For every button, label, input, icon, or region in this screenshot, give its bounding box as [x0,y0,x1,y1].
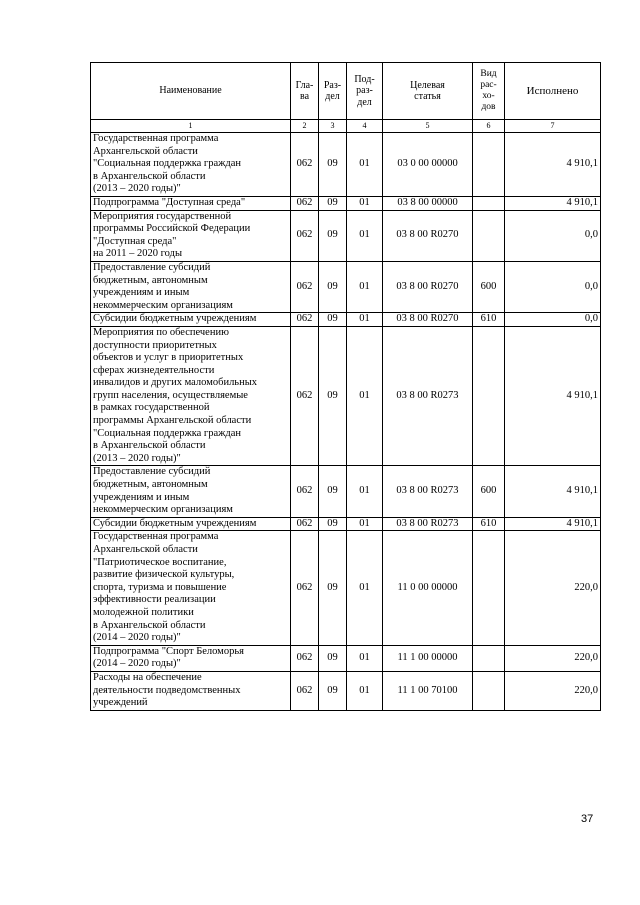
row-target: 03 8 00 R0270 [383,210,473,261]
row-name: Расходы на обеспечение деятельности подведомственных учреждений [91,671,291,710]
row-section: 09 [319,313,347,327]
table-row [91,645,601,671]
table-row [91,261,601,312]
header-subsection: Под- раз- дел [347,63,383,120]
row-subsection: 01 [347,313,383,327]
row-target: 03 8 00 R0273 [383,326,473,466]
row-subsection: 01 [347,196,383,210]
row-section: 09 [319,133,347,197]
row-executed: 4 910,1 [505,517,601,531]
row-chapter: 062 [291,210,319,261]
row-executed: 4 910,1 [505,466,601,517]
row-subsection: 01 [347,517,383,531]
column-number: 4 [347,120,383,133]
row-target: 03 8 00 R0273 [383,517,473,531]
row-executed: 4 910,1 [505,196,601,210]
row-expense-type [473,531,505,645]
row-target: 03 8 00 00000 [383,196,473,210]
row-chapter: 062 [291,645,319,671]
row-executed: 0,0 [505,261,601,312]
row-subsection: 01 [347,466,383,517]
row-target: 11 0 00 00000 [383,531,473,645]
row-chapter: 062 [291,531,319,645]
header-expense-type: Вид рас- хо- дов [473,63,505,120]
column-number: 3 [319,120,347,133]
header-chapter: Гла- ва [291,63,319,120]
table-header-row [91,63,601,120]
row-name: Предоставление субсидий бюджетным, автономным учреждениям и иным некоммерческим организациям [91,261,291,312]
column-number: 1 [91,120,291,133]
row-chapter: 062 [291,326,319,466]
row-executed: 220,0 [505,531,601,645]
row-name: Подпрограмма "Спорт Беломорья (2014 – 2020 годы)" [91,645,291,671]
row-name: Мероприятия государственной программы Российской Федерации "Доступная среда" на 2011 – 2020 годы [91,210,291,261]
table-body [91,133,601,711]
table-row [91,313,601,327]
row-section: 09 [319,261,347,312]
row-name: Подпрограмма "Доступная среда" [91,196,291,210]
row-subsection: 01 [347,671,383,710]
row-expense-type: 610 [473,313,505,327]
row-executed: 4 910,1 [505,133,601,197]
column-number: 2 [291,120,319,133]
table-row [91,210,601,261]
row-section: 09 [319,210,347,261]
row-chapter: 062 [291,261,319,312]
row-name: Субсидии бюджетным учреждениям [91,313,291,327]
row-name: Государственная программа Архангельской области "Патриотическое воспитание, развитие физической культуры, спорта, туризма и повышение эффективности реализации молодежной политики в Архангельской области (2014 – 2020 годы)" [91,531,291,645]
header-target: Целевая статья [383,63,473,120]
row-subsection: 01 [347,210,383,261]
row-executed: 0,0 [505,313,601,327]
row-executed: 220,0 [505,645,601,671]
row-chapter: 062 [291,517,319,531]
row-expense-type [473,133,505,197]
budget-table [90,62,601,711]
row-chapter: 062 [291,466,319,517]
row-subsection: 01 [347,645,383,671]
column-number: 6 [473,120,505,133]
row-subsection: 01 [347,133,383,197]
row-expense-type [473,645,505,671]
row-expense-type [473,671,505,710]
row-target: 03 8 00 R0273 [383,466,473,517]
row-name: Государственная программа Архангельской области "Социальная поддержка граждан в Архангельской области (2013 – 2020 годы)" [91,133,291,197]
row-expense-type [473,210,505,261]
row-target: 03 8 00 R0270 [383,261,473,312]
row-expense-type: 600 [473,466,505,517]
row-section: 09 [319,645,347,671]
row-chapter: 062 [291,196,319,210]
row-expense-type [473,196,505,210]
column-number-row [91,120,601,133]
row-section: 09 [319,517,347,531]
row-expense-type [473,326,505,466]
row-subsection: 01 [347,531,383,645]
row-chapter: 062 [291,671,319,710]
row-executed: 4 910,1 [505,326,601,466]
row-expense-type: 610 [473,517,505,531]
row-section: 09 [319,531,347,645]
row-section: 09 [319,326,347,466]
row-target: 03 0 00 00000 [383,133,473,197]
row-section: 09 [319,196,347,210]
table-row [91,466,601,517]
header-name: Наименование [91,63,291,120]
row-target: 11 1 00 00000 [383,645,473,671]
table-row [91,133,601,197]
table-row [91,196,601,210]
row-name: Предоставление субсидий бюджетным, автономным учреждениям и иным некоммерческим организациям [91,466,291,517]
row-subsection: 01 [347,261,383,312]
row-expense-type: 600 [473,261,505,312]
row-chapter: 062 [291,313,319,327]
table-row [91,531,601,645]
row-subsection: 01 [347,326,383,466]
page-number: 37 [581,813,594,825]
row-name: Субсидии бюджетным учреждениям [91,517,291,531]
row-target: 03 8 00 R0270 [383,313,473,327]
row-target: 11 1 00 70100 [383,671,473,710]
row-chapter: 062 [291,133,319,197]
column-number: 5 [383,120,473,133]
column-number: 7 [505,120,601,133]
table-row [91,326,601,466]
row-name: Мероприятия по обеспечению доступности приоритетных объектов и услуг в приоритетных сферах жизнедеятельности инвалидов и других маломобильных групп населения, осуществляемые в рамках государственной программы Архангельской области "Социальная поддержка граждан в Архангельской области (2013 – 2020 годы)" [91,326,291,466]
row-section: 09 [319,671,347,710]
table-row [91,671,601,710]
table-row [91,517,601,531]
header-executed: Исполнено [505,63,601,120]
row-executed: 0,0 [505,210,601,261]
row-section: 09 [319,466,347,517]
header-section: Раз- дел [319,63,347,120]
row-executed: 220,0 [505,671,601,710]
